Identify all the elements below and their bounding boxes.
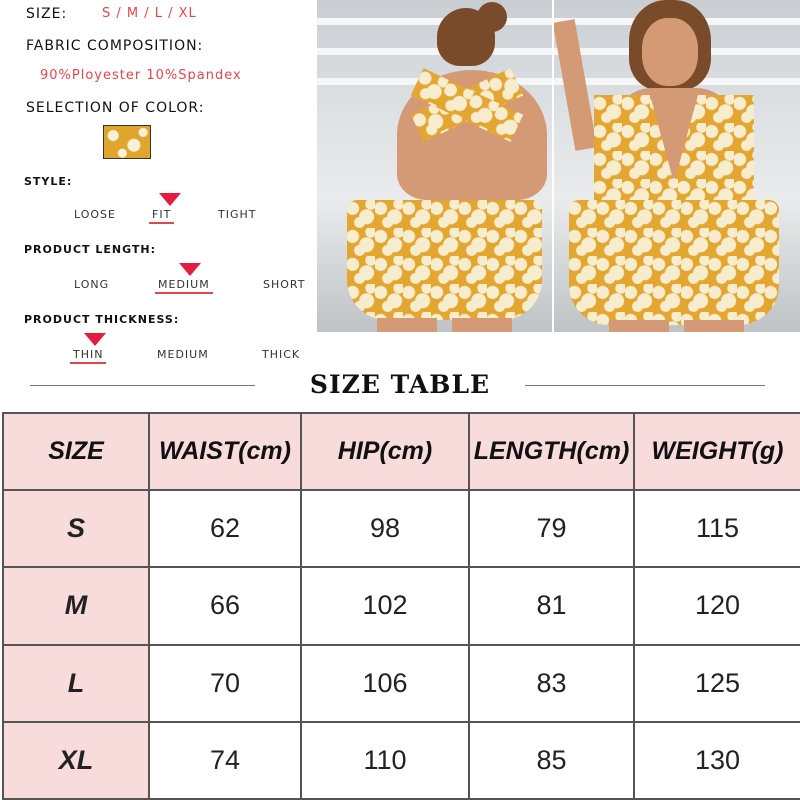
- row-size: XL: [3, 722, 149, 799]
- cell-length: 81: [469, 567, 634, 644]
- product-photo-front: [554, 0, 800, 332]
- product-photo-back: [317, 0, 552, 332]
- size-table-title: SIZE TABLE: [309, 370, 491, 399]
- cell-weight: 125: [634, 645, 800, 722]
- length-option-medium[interactable]: MEDIUM: [155, 278, 213, 294]
- table-row: [3, 645, 800, 722]
- color-swatch[interactable]: [103, 125, 151, 159]
- style-option-loose[interactable]: LOOSE: [74, 208, 116, 221]
- size-table: [2, 412, 800, 800]
- length-option-short[interactable]: SHORT: [263, 278, 306, 291]
- header-waist: WAIST(cm): [149, 413, 301, 490]
- row-size: M: [3, 567, 149, 644]
- cell-waist: 66: [149, 567, 301, 644]
- cell-weight: 120: [634, 567, 800, 644]
- length-label: PRODUCT LENGTH:: [24, 243, 157, 256]
- size-value: S / M / L / XL: [102, 6, 197, 21]
- style-selected-marker-icon: [159, 193, 181, 206]
- thickness-option-medium[interactable]: MEDIUM: [157, 348, 209, 361]
- length-selected-marker-icon: [179, 263, 201, 276]
- row-size: S: [3, 490, 149, 567]
- fabric-label: FABRIC COMPOSITION:: [26, 38, 204, 54]
- thickness-label: PRODUCT THICKNESS:: [24, 313, 180, 326]
- thickness-option-thick[interactable]: THICK: [262, 348, 301, 361]
- cell-hip: 110: [301, 722, 469, 799]
- style-option-fit[interactable]: FIT: [149, 208, 174, 224]
- cell-hip: 98: [301, 490, 469, 567]
- cell-weight: 130: [634, 722, 800, 799]
- thickness-option-thin[interactable]: THIN: [70, 348, 106, 364]
- cell-waist: 62: [149, 490, 301, 567]
- color-label: SELECTION OF COLOR:: [26, 100, 205, 116]
- cell-waist: 70: [149, 645, 301, 722]
- table-row: [3, 490, 800, 567]
- cell-length: 85: [469, 722, 634, 799]
- header-size: SIZE: [3, 413, 149, 490]
- size-label: SIZE:: [26, 6, 68, 22]
- table-row: [3, 722, 800, 799]
- style-label: STYLE:: [24, 175, 73, 188]
- header-hip: HIP(cm): [301, 413, 469, 490]
- table-row: [3, 567, 800, 644]
- thickness-selected-marker-icon: [84, 333, 106, 346]
- header-length: LENGTH(cm): [469, 413, 634, 490]
- title-divider-right: [525, 385, 765, 386]
- cell-hip: 102: [301, 567, 469, 644]
- length-option-long[interactable]: LONG: [74, 278, 110, 291]
- row-size: L: [3, 645, 149, 722]
- cell-waist: 74: [149, 722, 301, 799]
- cell-weight: 115: [634, 490, 800, 567]
- fabric-value: 90%Ployester 10%Spandex: [40, 68, 242, 83]
- cell-length: 83: [469, 645, 634, 722]
- cell-hip: 106: [301, 645, 469, 722]
- cell-length: 79: [469, 490, 634, 567]
- table-header-row: [3, 413, 800, 490]
- style-option-tight[interactable]: TIGHT: [218, 208, 257, 221]
- header-weight: WEIGHT(g): [634, 413, 800, 490]
